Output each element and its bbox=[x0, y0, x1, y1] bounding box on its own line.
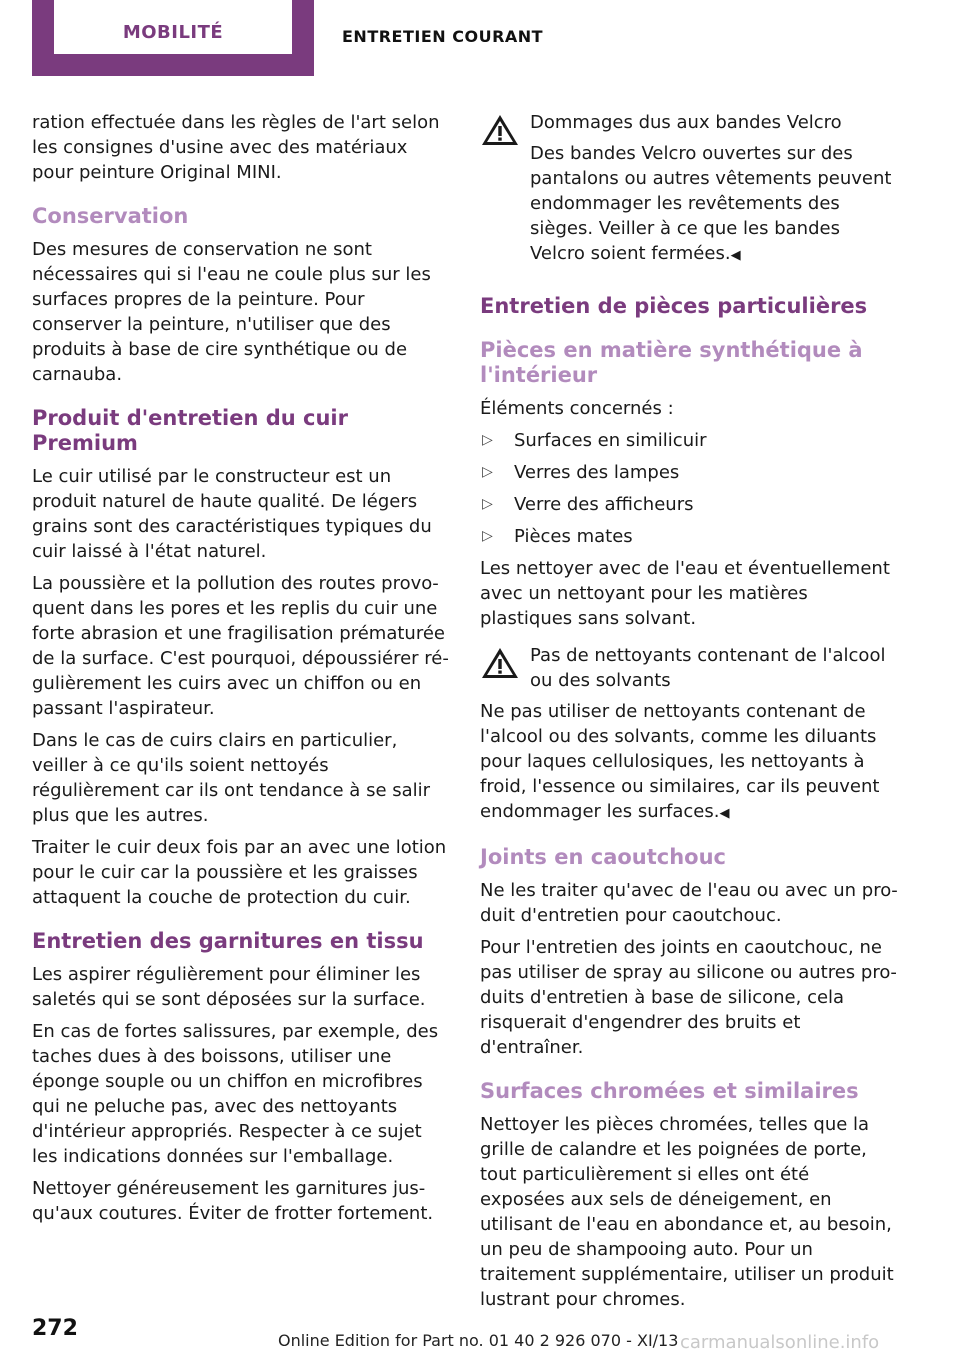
chapter-tab-inner bbox=[54, 0, 292, 54]
synthetic-list bbox=[480, 428, 898, 549]
alcohol-warning-title: Pas de nettoyants contenant de l'alcool ou des solvants bbox=[530, 645, 886, 691]
list-item bbox=[480, 460, 898, 485]
special-parts-heading: Entretien de pièces particulières bbox=[480, 294, 868, 318]
conservation-body: Des mesures de conservation ne sont nécessaires qui si l'eau ne coule plus sur les surfaces propres de la peinture. Pour conserver la peinture, n'utiliser que des produits à base de cire synthétique ou de carnauba. bbox=[32, 239, 431, 385]
conservation-heading: Conservation bbox=[32, 204, 189, 228]
list-item-text: Verres des lampes bbox=[514, 462, 680, 483]
velcro-warning bbox=[480, 110, 898, 268]
list-item-text: Surfaces en similicuir bbox=[514, 430, 707, 451]
list-item-text: Verre des afficheurs bbox=[514, 494, 694, 515]
rubber-p1: Ne les traiter qu'avec de l'eau ou avec un produit d'entretien pour caoutchouc. bbox=[480, 880, 898, 926]
synthetic-heading: Pièces en matière synthétique à l'intérieur bbox=[480, 338, 863, 387]
velcro-warning-body-first bbox=[480, 141, 898, 268]
watermark: carmanualsonline.info bbox=[680, 1332, 880, 1353]
synthetic-intro: Éléments concernés : bbox=[480, 398, 674, 419]
fabric-p1: Les aspirer régulièrement pour éliminer les saletés qui se sont déposées sur la surface. bbox=[32, 964, 426, 1010]
triangle-bullet-icon: ▷ bbox=[482, 464, 493, 480]
alcohol-warning-body: Ne pas utiliser de nettoyants contenant de l'alcool ou des solvants, comme les diluants pour laques cellulosiques, les nettoyants à froid, l'essence ou similaires, car ils peuvent endommager les surfaces. bbox=[480, 701, 880, 822]
leather-p3: Dans le cas de cuirs clairs en particulier, veiller à ce qu'ils soient nettoyés régulièrement car ils ont tendance à se salir plus que les autres. bbox=[32, 730, 431, 826]
chrome-body: Nettoyer les pièces chromées, telles que la grille de calandre et les poignées de porte, tout particulièrement si elles ont été exposées aux sels de déneigement, en utilisant de l'eau en abondance et, au besoin, un peu de shampooing auto. Pour un traitement supplémentaire, utiliser un produit lustrant pour chromes. bbox=[480, 1114, 894, 1310]
fabric-heading: Entretien des garnitures en tissu bbox=[32, 929, 424, 953]
alcohol-warning bbox=[480, 643, 898, 826]
end-mark-icon: ◀ bbox=[730, 248, 741, 263]
chrome-heading: Surfaces chromées et similaires bbox=[480, 1079, 859, 1103]
left-column bbox=[32, 110, 450, 1233]
list-item bbox=[480, 492, 898, 517]
intro-paragraph: ration effectuée dans les règles de l'art selon les consignes d'usine avec des matériaux pour peinture Original MINI. bbox=[32, 112, 440, 183]
chapter-tab bbox=[32, 0, 314, 76]
chapter-tab-label: MOBILITÉ bbox=[122, 22, 224, 43]
page-number: 272 bbox=[32, 1316, 78, 1341]
fabric-p3: Nettoyer généreusement les garnitures jusqu'aux coutures. Éviter de frotter fortement. bbox=[32, 1178, 434, 1224]
edition-footer: Online Edition for Part no. 01 40 2 926 070 - XI/13 bbox=[278, 1331, 679, 1350]
warning-triangle-icon bbox=[480, 645, 520, 681]
right-column bbox=[480, 110, 898, 1319]
rubber-p2: Pour l'entretien des joints en caoutchouc, ne pas utiliser de spray au silicone ou autres produits d'entretien à base de silicone, cela risquerait d'engendrer des bruits et d'entraîner. bbox=[480, 937, 897, 1058]
warning-triangle-icon bbox=[480, 112, 520, 148]
velcro-warning-body: Des bandes Velcro ouvertes sur des pantalons ou autres vêtements peuvent endommager les revêtements des sièges. Veiller à ce que les bandes Velcro soient fermées. bbox=[530, 143, 892, 264]
leather-heading: Produit d'entretien du cuir Premium bbox=[32, 406, 348, 455]
alcohol-warning-paragraph bbox=[480, 699, 898, 826]
triangle-bullet-icon: ▷ bbox=[482, 432, 493, 448]
list-item-text: Pièces mates bbox=[514, 526, 633, 547]
rubber-heading: Joints en caoutchouc bbox=[480, 845, 727, 869]
section-label: ENTRETIEN COURANT bbox=[342, 27, 544, 46]
triangle-bullet-icon: ▷ bbox=[482, 496, 493, 512]
synthetic-body: Les nettoyer avec de l'eau et éventuellement avec un nettoyant pour les matières plastiques sans solvant. bbox=[480, 558, 890, 629]
velcro-warning-title: Dommages dus aux bandes Velcro bbox=[530, 112, 842, 133]
leather-p1: Le cuir utilisé par le constructeur est un produit naturel de haute qualité. De légers grains sont des caractéristiques typiques du cuir laissé à l'état naturel. bbox=[32, 466, 432, 562]
fabric-p2: En cas de fortes salissures, par exemple, des taches dues à des boissons, utiliser une éponge souple ou un chiffon en microfibres qui ne peluche pas, avec des nettoyants d'intérieur appropriés. Respecter à ce sujet les indications données sur l'emballage. bbox=[32, 1021, 439, 1167]
end-mark-icon: ◀ bbox=[719, 806, 730, 821]
leather-p2: La poussière et la pollution des routes provoquent dans les pores et les replis du cuir une forte abrasion et une fragilisation prématurée de la surface. C'est pourquoi, dépoussiérer régulièrement les cuirs avec un chiffon ou en passant l'aspirateur. bbox=[32, 573, 449, 719]
list-item bbox=[480, 524, 898, 549]
list-item bbox=[480, 428, 898, 453]
triangle-bullet-icon: ▷ bbox=[482, 528, 493, 544]
leather-p4: Traiter le cuir deux fois par an avec une lotion pour le cuir car la poussière et les graisses attaquent la couche de protection du cuir. bbox=[32, 837, 447, 908]
